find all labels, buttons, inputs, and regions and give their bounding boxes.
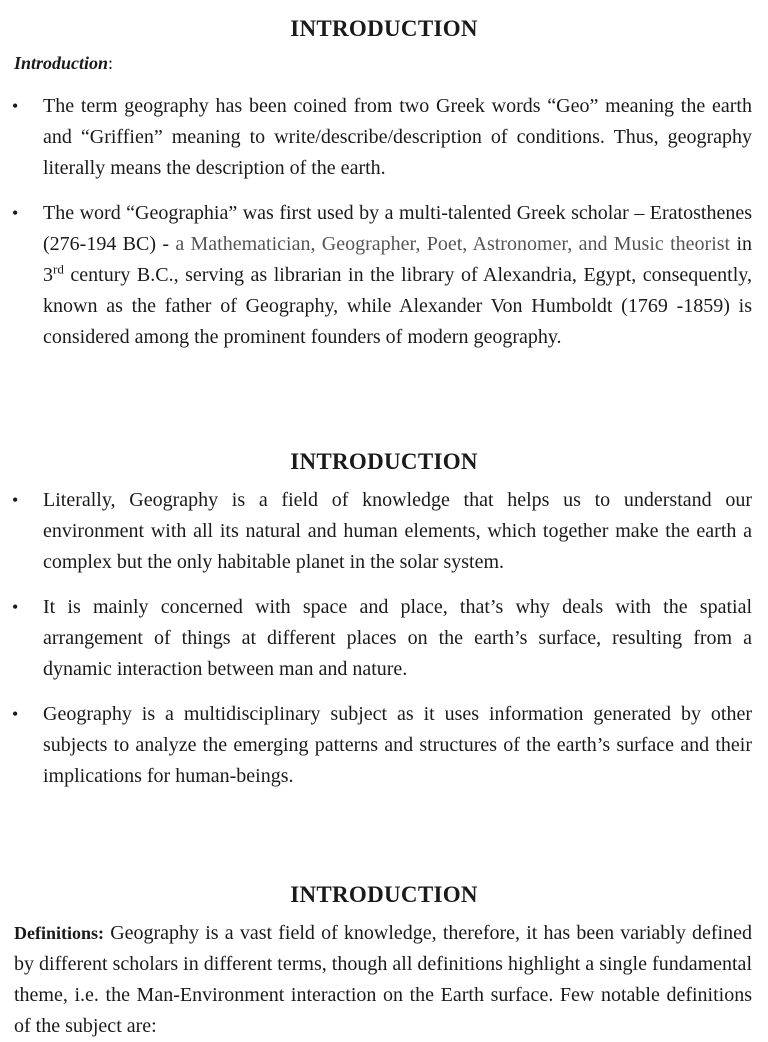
bullet-text-part-d: serving as librarian in the library of Alexandria, Egypt, consequently, known — [43, 264, 752, 317]
definitions-paragraph — [14, 918, 752, 1042]
bullet-text-part-c: century B.C., — [63, 264, 179, 286]
section1-heading: INTRODUCTION — [290, 16, 478, 41]
bullet-text-part-b: in 3 — [43, 233, 752, 286]
section2-heading: INTRODUCTION — [290, 449, 478, 474]
list-item — [0, 485, 768, 578]
bullet-icon: • — [12, 704, 19, 724]
bullet-text: It is mainly concerned with space and place, that’s why deals with the spatial arrangement of things at different places on the earth’s surface, resulting from a dynamic interaction between man and nature. — [43, 596, 752, 680]
bullet-text: The term geography has been coined from two Greek words “Geo” meaning the earth and “Griffien” meaning to write/describe/description of conditions. Thus, geography literally means the description of the earth. — [43, 95, 752, 179]
bullet-icon: • — [12, 597, 19, 617]
list-item — [0, 699, 768, 792]
introduction-colon: : — [108, 53, 114, 73]
list-item — [0, 91, 768, 184]
superscript-rd: rd — [53, 261, 64, 277]
introduction-subheading — [14, 50, 113, 76]
list-item — [0, 592, 768, 685]
section2-bullet-list — [0, 485, 768, 792]
bullet-text: Geography is a multidisciplinary subject as it uses information generated by other subjects to analyze the emerging patterns and structures of the earth’s surface and their implications for human-beings. — [43, 703, 752, 787]
section3-heading: INTRODUCTION — [290, 882, 478, 907]
definitions-label: Definitions: — [14, 923, 104, 943]
bullet-text-part-e: as the father of Geography, while Alexander Von Humboldt (1769 -1859) is considered among the prominent founders of modern geography. — [43, 295, 752, 348]
bullet-text: Literally, Geography is a field of knowledge that helps us to understand our environment with all its natural and human elements, which together make the earth a complex but the only habitable planet in the solar system. — [43, 489, 752, 573]
bullet-text-quoted-gray: a Mathematician, Geographer, Poet, Astronomer, and Music theorist — [175, 233, 731, 255]
bullet-icon: • — [12, 96, 19, 116]
definitions-text: Geography is a vast field of knowledge, therefore, it has been variably defined by different scholars in different terms, though all definitions highlight a single fundamental theme, i.e. the Man-Environment interaction on the Earth surface. Few notable definitions of the subject are: — [14, 922, 752, 1037]
bullet-icon: • — [12, 203, 19, 223]
bullet-text-part-a: The word “Geographia” was first used by a multi-talented Greek scholar – Eratosthenes (276-194 BC) - — [43, 202, 752, 255]
section1-bullet-list — [0, 91, 768, 353]
list-item — [0, 198, 768, 353]
introduction-label: Introduction — [14, 53, 109, 73]
bullet-icon: • — [12, 490, 19, 510]
